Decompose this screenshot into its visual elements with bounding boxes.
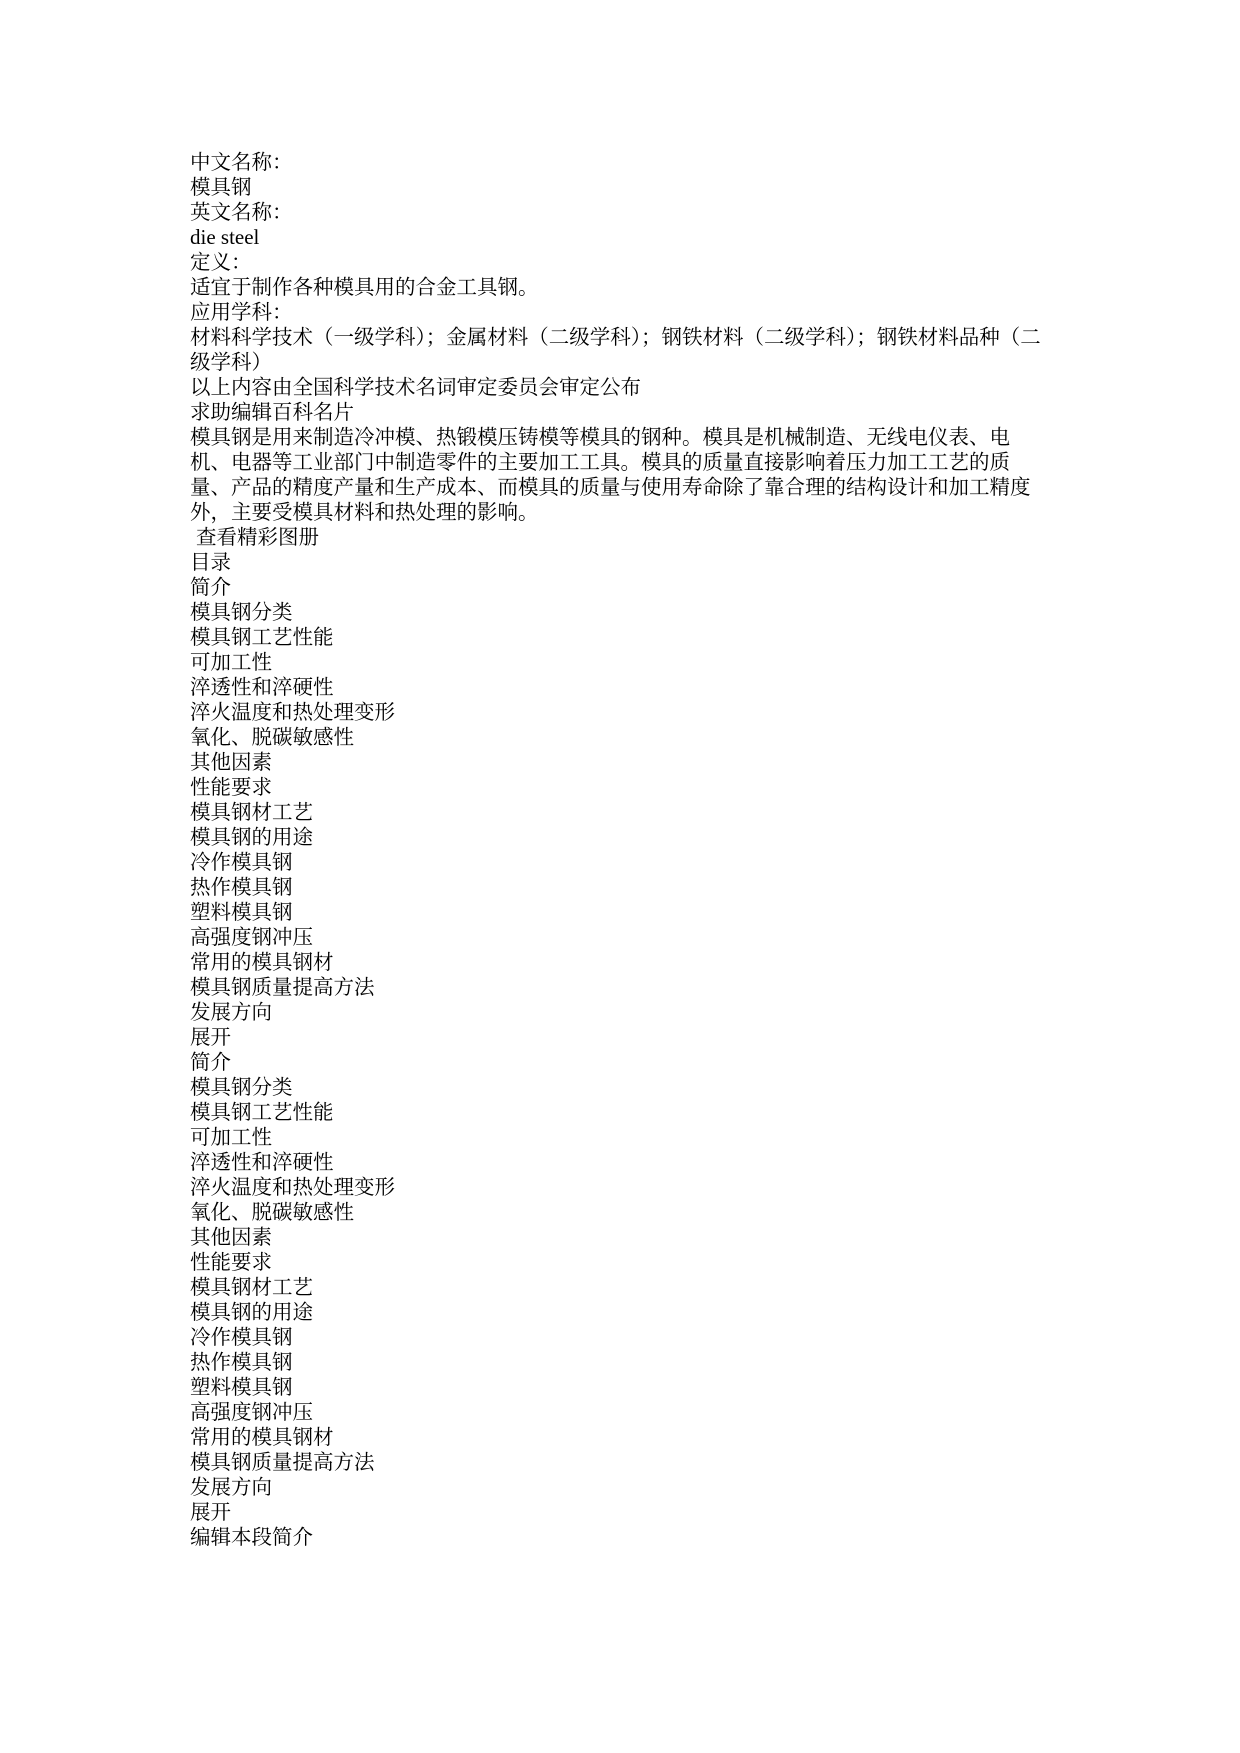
document-page bbox=[190, 150, 1050, 1550]
toc-item[interactable]: 模具钢工艺性能 bbox=[190, 625, 334, 649]
toc-item[interactable]: 常用的模具钢材 bbox=[190, 950, 334, 974]
toc-item[interactable]: 模具钢材工艺 bbox=[190, 800, 313, 824]
toc-item[interactable]: 氧化、脱碳敏感性 bbox=[190, 725, 354, 749]
toc-item[interactable]: 氧化、脱碳敏感性 bbox=[190, 1200, 354, 1224]
toc-item[interactable]: 淬火温度和热处理变形 bbox=[190, 700, 395, 724]
source-note: 以上内容由全国科学技术名词审定委员会审定公布 bbox=[190, 375, 641, 399]
toc-item[interactable]: 简介 bbox=[190, 575, 231, 599]
toc-item[interactable]: 热作模具钢 bbox=[190, 1350, 293, 1374]
toc-item[interactable]: 可加工性 bbox=[190, 1125, 272, 1149]
toc-item[interactable]: 塑料模具钢 bbox=[190, 1375, 293, 1399]
toc-item[interactable]: 模具钢分类 bbox=[190, 600, 293, 624]
toc-item[interactable]: 淬透性和淬硬性 bbox=[190, 1150, 334, 1174]
toc-item[interactable]: 模具钢分类 bbox=[190, 1075, 293, 1099]
definition-value: 适宜于制作各种模具用的合金工具钢。 bbox=[190, 275, 539, 299]
toc-item[interactable]: 高强度钢冲压 bbox=[190, 925, 313, 949]
toc-item[interactable]: 其他因素 bbox=[190, 750, 272, 774]
toc-item[interactable]: 模具钢工艺性能 bbox=[190, 1100, 334, 1124]
toc-expand-link[interactable]: 展开 bbox=[190, 1025, 231, 1049]
toc-item[interactable]: 淬透性和淬硬性 bbox=[190, 675, 334, 699]
toc-item[interactable]: 其他因素 bbox=[190, 1225, 272, 1249]
toc-item[interactable]: 性能要求 bbox=[190, 1250, 272, 1274]
toc-item[interactable]: 高强度钢冲压 bbox=[190, 1400, 313, 1424]
cn-name-value: 模具钢 bbox=[190, 175, 252, 199]
toc-title: 目录 bbox=[190, 550, 231, 574]
toc-item[interactable]: 发展方向 bbox=[190, 1475, 272, 1499]
toc-item[interactable]: 模具钢材工艺 bbox=[190, 1275, 313, 1299]
toc-item[interactable]: 性能要求 bbox=[190, 775, 272, 799]
intro-paragraph: 模具钢是用来制造冷冲模、热锻模压铸模等模具的钢种。模具是机械制造、无线电仪表、电机、电器等工业部门中制造零件的主要加工工具。模具的质量直接影响着压力加工工艺的质量、产品的精度产量和生产成本、而模具的质量与使用寿命除了靠合理的结构设计和加工精度外，主要受模具材料和热处理的影响。 bbox=[190, 425, 1031, 524]
definition-label: 定义： bbox=[190, 250, 252, 274]
cn-name-label: 中文名称： bbox=[190, 150, 293, 174]
toc-item[interactable]: 模具钢的用途 bbox=[190, 825, 313, 849]
toc-item[interactable]: 常用的模具钢材 bbox=[190, 1425, 334, 1449]
toc-item[interactable]: 冷作模具钢 bbox=[190, 850, 293, 874]
toc-list-repeat bbox=[190, 1050, 1050, 1500]
toc-item[interactable]: 模具钢质量提高方法 bbox=[190, 1450, 375, 1474]
toc-item[interactable]: 热作模具钢 bbox=[190, 875, 293, 899]
toc-item[interactable]: 可加工性 bbox=[190, 650, 272, 674]
toc-item[interactable]: 冷作模具钢 bbox=[190, 1325, 293, 1349]
toc-item[interactable]: 模具钢质量提高方法 bbox=[190, 975, 375, 999]
en-name-label: 英文名称： bbox=[190, 200, 293, 224]
discipline-value: 材料科学技术（一级学科）；金属材料（二级学科）；钢铁材料（二级学科）；钢铁材料品种（二级学科） bbox=[190, 325, 1041, 374]
discipline-label: 应用学科： bbox=[190, 300, 293, 324]
toc-list bbox=[190, 575, 1050, 1025]
edit-section-link[interactable]: 编辑本段简介 bbox=[190, 1525, 313, 1549]
toc-item[interactable]: 模具钢的用途 bbox=[190, 1300, 313, 1324]
help-edit-link[interactable]: 求助编辑百科名片 bbox=[190, 400, 354, 424]
en-name-value: die steel bbox=[190, 225, 260, 249]
gallery-link[interactable]: 查看精彩图册 bbox=[196, 525, 319, 549]
toc-item[interactable]: 塑料模具钢 bbox=[190, 900, 293, 924]
toc-item[interactable]: 淬火温度和热处理变形 bbox=[190, 1175, 395, 1199]
toc-repeat-expand-link[interactable]: 展开 bbox=[190, 1500, 231, 1524]
toc-item[interactable]: 发展方向 bbox=[190, 1000, 272, 1024]
toc-item[interactable]: 简介 bbox=[190, 1050, 231, 1074]
